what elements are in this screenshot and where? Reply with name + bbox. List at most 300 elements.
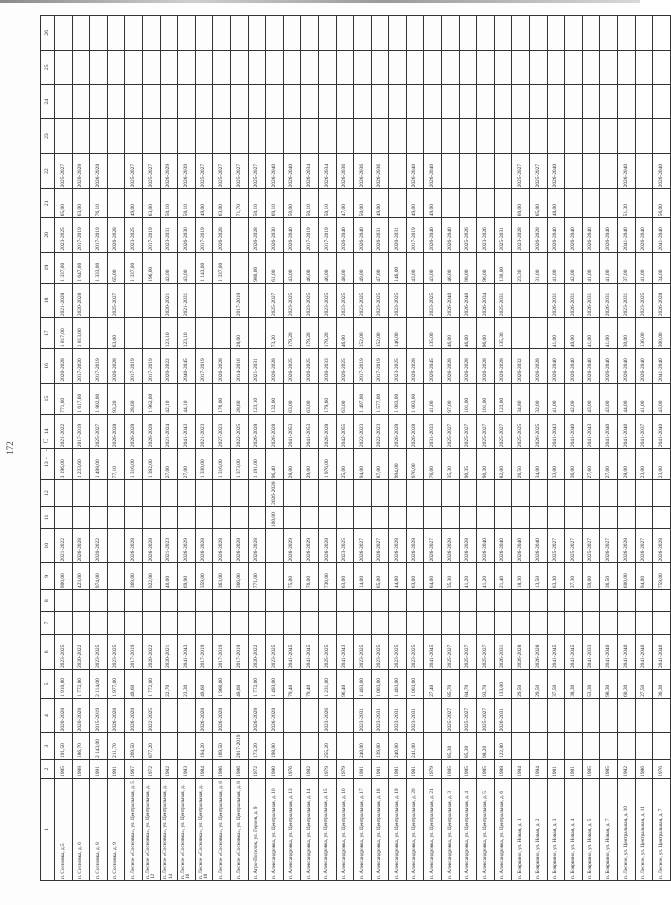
table-cell: 87,00	[371, 449, 389, 480]
table-cell	[336, 698, 354, 732]
column-number-row	[41, 16, 55, 881]
table-cell	[582, 590, 600, 612]
table-cell: 2021-2031	[178, 283, 196, 317]
table-cell	[107, 153, 125, 189]
table-cell: 2041-2040	[653, 218, 671, 252]
table-cell: 2041-2040	[618, 634, 636, 670]
table-cell	[530, 16, 548, 51]
table-cell	[494, 153, 512, 189]
table-cell: 1 772,00	[248, 670, 266, 699]
table-row	[406, 16, 424, 881]
table-cell: 60,00	[512, 189, 530, 218]
table-cell	[248, 318, 266, 349]
table-cell	[336, 733, 354, 760]
table-row	[107, 16, 125, 881]
table-cell	[72, 612, 90, 634]
table-cell	[459, 612, 477, 634]
table-cell: 50,10	[318, 189, 336, 218]
table-cell	[530, 590, 548, 612]
table-cell: 2041-2040	[653, 634, 671, 670]
table-cell: 41,00	[635, 252, 653, 283]
table-cell: 2023-2025	[55, 634, 73, 670]
table-cell: 1984	[195, 759, 213, 778]
table-cell	[230, 50, 248, 84]
table-cell	[107, 590, 125, 612]
table-cell: 255,20	[318, 733, 336, 760]
table-cell	[653, 612, 671, 634]
table-cell	[653, 590, 671, 612]
table-cell	[213, 119, 231, 153]
table-cell: 2025-2027	[266, 283, 284, 317]
table-cell	[547, 16, 565, 51]
table-cell: 2026-2028	[318, 414, 336, 448]
table-cell	[547, 612, 565, 634]
table-cell: 2026-2029	[301, 529, 319, 563]
table-cell: 1 316,00	[213, 449, 231, 480]
table-cell: 1 233,60	[72, 449, 90, 480]
address-cell: п. Лесное «Сосновка», ул. Центральная, д. 16	[178, 778, 196, 880]
table-cell: 2023-2025	[301, 283, 319, 317]
table-cell	[582, 50, 600, 84]
table-cell: 53,30	[582, 670, 600, 699]
table-cell: 98,20	[477, 733, 495, 760]
table-cell: 2023-2025	[125, 218, 143, 252]
table-cell	[600, 480, 618, 507]
table-cell	[618, 590, 636, 612]
table-cell: 2041-2040	[600, 634, 618, 670]
table-cell	[336, 16, 354, 51]
table-cell: 101,00	[477, 383, 495, 414]
table-cell	[195, 612, 213, 634]
table-cell: 2 143,00	[90, 733, 108, 760]
table-cell: 1980	[266, 759, 284, 778]
table-cell	[213, 318, 231, 349]
table-row	[125, 16, 143, 881]
table-cell	[107, 84, 125, 118]
table-cell	[107, 612, 125, 634]
table-cell: 50,00	[283, 189, 301, 218]
column-number: 4	[41, 698, 55, 732]
table-cell: 29,50	[512, 670, 530, 699]
table-cell: 2041-2045	[547, 634, 565, 670]
table-cell: 49,00	[195, 189, 213, 218]
table-cell	[230, 84, 248, 118]
table-cell	[459, 50, 477, 84]
table-cell: 2021-2023	[195, 414, 213, 448]
table-cell	[459, 480, 477, 507]
table-row	[142, 16, 160, 881]
table-cell: 2026-2028	[266, 698, 284, 732]
table-cell: 2026-2029	[160, 153, 178, 189]
table-cell: 29,00	[301, 449, 319, 480]
table-cell: 32,00	[530, 383, 548, 414]
table-cell	[653, 506, 671, 528]
table-cell: 73,20	[266, 318, 284, 349]
table-cell: 2026-2040	[406, 153, 424, 189]
table-cell	[530, 119, 548, 153]
table-row	[336, 16, 354, 881]
table-cell: 28,00	[230, 318, 248, 349]
table-row	[371, 16, 389, 881]
table-cell: 2017-2019	[371, 349, 389, 383]
table-cell: 2026-2029	[283, 529, 301, 563]
table-cell	[230, 16, 248, 51]
table-cell	[160, 84, 178, 118]
table-cell: 96,40	[266, 449, 284, 480]
table-cell	[442, 506, 460, 528]
table-row	[424, 16, 442, 881]
table-cell: 2025-2027	[477, 414, 495, 448]
table-cell: 176,00	[213, 383, 231, 414]
table-cell	[301, 16, 319, 51]
table-cell: 2041-2040	[653, 414, 671, 448]
table-cell	[618, 612, 636, 634]
table-row	[72, 16, 90, 881]
table-cell: 30,30	[653, 670, 671, 699]
table-cell: 25,00	[336, 449, 354, 480]
table-cell: 179,20	[318, 318, 336, 349]
table-cell: 34,00	[653, 252, 671, 283]
table-cell	[266, 612, 284, 634]
table-cell: 240,00	[354, 733, 372, 760]
table-cell: 1988	[72, 759, 90, 778]
table-cell: 1967	[125, 759, 143, 778]
table-cell: 2026-2028	[248, 414, 266, 448]
table-cell: 50,10	[160, 189, 178, 218]
table-cell	[547, 698, 565, 732]
table-cell: 76,10	[90, 189, 108, 218]
table-row	[582, 16, 600, 881]
table-cell: 2023-2025	[283, 283, 301, 317]
table-cell: 41,20	[459, 563, 477, 590]
table-cell: 2026-2031	[547, 283, 565, 317]
table-cell: 2023-2031	[160, 218, 178, 252]
table-cell: 43,00	[178, 252, 196, 283]
address-cell: п. Бояркино, ул. Новая, д. 1	[512, 778, 530, 880]
table-cell: 2025-2027	[195, 153, 213, 189]
table-row	[494, 16, 512, 881]
table-row	[213, 16, 231, 881]
table-cell: 35,30	[442, 449, 460, 480]
table-row	[318, 16, 336, 881]
table-cell: 26,50	[512, 449, 530, 480]
table-cell: 38,30	[565, 670, 583, 699]
table-cell: 2023-2031	[406, 698, 424, 732]
table-cell: 135,30	[494, 318, 512, 349]
table-cell: 44,00	[618, 383, 636, 414]
table-cell: 56,00	[653, 189, 671, 218]
table-cell: 59,00	[582, 563, 600, 590]
table-cell	[160, 119, 178, 153]
table-row	[90, 16, 108, 881]
table-cell: 2023-2025	[389, 349, 407, 383]
table-cell	[160, 698, 178, 732]
table-cell	[600, 733, 618, 760]
table-cell	[512, 119, 530, 153]
table-cell	[55, 119, 73, 153]
table-cell: 31,00	[530, 252, 548, 283]
table-cell	[582, 506, 600, 528]
table-cell	[336, 480, 354, 507]
table-cell	[318, 16, 336, 51]
table-cell	[301, 84, 319, 118]
table-cell	[477, 480, 495, 507]
table-cell: 2017-2019	[195, 634, 213, 670]
table-cell	[530, 733, 548, 760]
table-cell	[318, 84, 336, 118]
table-cell: 50,10	[178, 189, 196, 218]
table-cell: 900,00	[55, 563, 73, 590]
table-cell: 100,00	[266, 506, 284, 528]
table-cell: 28,00	[618, 449, 636, 480]
table-cell	[653, 84, 671, 118]
address-cell: п. Александровка, ул. Центральная, д. 21	[424, 778, 442, 880]
table-cell	[266, 50, 284, 84]
table-cell: 42,00	[565, 252, 583, 283]
table-cell: 2026-2040	[512, 529, 530, 563]
table-cell	[477, 189, 495, 218]
table-cell	[125, 50, 143, 84]
table-cell	[283, 612, 301, 634]
table-cell	[125, 16, 143, 51]
table-cell	[72, 506, 90, 528]
table-cell: 2020-2022	[142, 634, 160, 670]
table-cell	[142, 506, 160, 528]
table-cell	[618, 16, 636, 51]
table-cell	[600, 50, 618, 84]
table-cell: 1986	[635, 759, 653, 778]
table-cell	[406, 50, 424, 84]
table-cell	[494, 506, 512, 528]
table-cell	[600, 590, 618, 612]
table-cell	[477, 612, 495, 634]
table-cell: 2026-2032	[512, 349, 530, 383]
table-row	[565, 16, 583, 881]
table-cell: 41,00	[424, 383, 442, 414]
table-cell: 93,70	[477, 670, 495, 699]
table-cell: 82,00	[494, 449, 512, 480]
table-cell	[600, 612, 618, 634]
table-cell	[442, 119, 460, 153]
table-cell	[55, 16, 73, 51]
table-cell: 974,00	[90, 563, 108, 590]
table-cell	[530, 612, 548, 634]
table-cell	[125, 612, 143, 634]
table-cell	[565, 480, 583, 507]
table-cell: 27,60	[582, 449, 600, 480]
table-cell: 46,00	[318, 252, 336, 283]
table-cell: 1 231,00	[318, 670, 336, 699]
table-cell	[424, 50, 442, 84]
table-cell: 41,00	[547, 383, 565, 414]
table-cell: 122,80	[494, 733, 512, 760]
table-cell: 1 373,00	[230, 449, 248, 480]
table-cell: 2025-2027	[565, 529, 583, 563]
table-cell: 2017-2019	[230, 733, 248, 760]
table-cell	[547, 590, 565, 612]
table-cell: 1981	[406, 759, 424, 778]
table-cell: 146,00	[389, 318, 407, 349]
table-cell: 63,30	[547, 563, 565, 590]
table-cell: 2026-2040	[283, 153, 301, 189]
table-cell: 50,00	[354, 189, 372, 218]
table-cell: 63,00	[406, 563, 424, 590]
address-cell: п. Александровка, ул. Центральная, д. 15	[318, 778, 336, 880]
table-cell: 2041-2043	[336, 634, 354, 670]
table-cell	[72, 16, 90, 51]
address-cell: п. Лесное, ул. Центральная, д. 7	[653, 778, 671, 880]
table-cell: 2026-2028	[195, 529, 213, 563]
table-cell: 71,70	[230, 189, 248, 218]
table-cell: 50,10	[301, 189, 319, 218]
table-cell: 1985	[600, 759, 618, 778]
table-cell: 2017-2019	[90, 218, 108, 252]
table-cell: 2023-2025	[389, 634, 407, 670]
table-cell: 2026-2025	[283, 349, 301, 383]
table-cell: 2026-2028	[107, 414, 125, 448]
table-cell: 2041-2043	[582, 414, 600, 448]
table-row	[55, 16, 73, 881]
table-cell	[230, 218, 248, 252]
table-cell	[565, 698, 583, 732]
table-cell: 2041-2040	[618, 414, 636, 448]
table-cell: 123,10	[178, 318, 196, 349]
table-cell	[635, 16, 653, 51]
table-cell	[442, 84, 460, 118]
table-cell	[565, 153, 583, 189]
table-cell: 37,50	[547, 670, 565, 699]
table-cell: 2030-2033	[318, 349, 336, 383]
table-cell: 2025-2027	[442, 414, 460, 448]
table-cell	[142, 84, 160, 118]
address-cell: п. Бояркино, ул. Новая, д. 7	[600, 778, 618, 880]
table-cell	[195, 283, 213, 317]
table-cell	[107, 529, 125, 563]
table-cell: 2026-2028	[230, 529, 248, 563]
column-number: 11	[41, 506, 55, 528]
table-cell: 23,00	[635, 449, 653, 480]
table-cell: 2026-2031	[494, 634, 512, 670]
table-cell: 2026-2025	[530, 414, 548, 448]
table-cell: 2041-2045	[424, 634, 442, 670]
table-cell: 2026-2028	[266, 414, 284, 448]
table-cell	[371, 50, 389, 84]
table-cell	[582, 119, 600, 153]
address-cell: п. Александровка, ул. Центральная, д. 6	[494, 778, 512, 880]
table-cell	[195, 16, 213, 51]
table-cell: 2026-2040	[547, 153, 565, 189]
table-cell: 85,30	[459, 733, 477, 760]
table-cell: 49,60	[125, 670, 143, 699]
table-cell: 2041-2040	[635, 634, 653, 670]
table-cell: 2026-2040	[283, 218, 301, 252]
table-cell	[582, 612, 600, 634]
table-cell	[318, 506, 336, 528]
table-cell: 2020-2028	[72, 153, 90, 189]
table-cell	[142, 283, 160, 317]
table-cell	[389, 16, 407, 51]
table-cell: 1 813,00	[72, 318, 90, 349]
address-cell: п. Бояркино, ул. Новая, д. 5	[582, 778, 600, 880]
table-cell: 2042-2055	[336, 414, 354, 448]
table-cell: 43,00	[283, 252, 301, 283]
table-cell: 2026-2027	[635, 529, 653, 563]
table-cell	[406, 480, 424, 507]
table-cell: 48,00	[547, 189, 565, 218]
address-cell: п. Бояркино, ул. Новая, д. 2	[530, 778, 548, 880]
table-cell: 64,00	[424, 563, 442, 590]
table-cell: 179,20	[283, 318, 301, 349]
table-cell: 1976	[653, 759, 671, 778]
table-cell	[635, 153, 653, 189]
table-cell: 2026-2031	[565, 283, 583, 317]
address-cell: п. Александровка, ул. Центральная, д. 5	[477, 778, 495, 880]
address-cell: п. Александровка, ул. Центральная, д. 10	[266, 778, 284, 880]
table-row	[512, 16, 530, 881]
address-cell: п. Александровка, ул. Центральная, д. 17	[354, 778, 372, 880]
table-cell: 2026-2040	[477, 529, 495, 563]
table-cell	[477, 16, 495, 51]
table-cell	[494, 84, 512, 118]
table-cell: 2026-2028	[653, 529, 671, 563]
table-cell	[318, 480, 336, 507]
table-cell: 2017-2019	[318, 218, 336, 252]
table-cell: 1 143,00	[195, 252, 213, 283]
address-cell: п. Сосновка, д. 6	[72, 778, 90, 880]
table-cell	[653, 119, 671, 153]
table-cell	[424, 733, 442, 760]
column-number: 20	[41, 218, 55, 252]
table-cell	[459, 153, 477, 189]
table-cell: 37,00	[618, 252, 636, 283]
table-cell	[653, 698, 671, 732]
table-cell	[125, 506, 143, 528]
table-cell	[213, 506, 231, 528]
table-cell: 41,00	[547, 252, 565, 283]
table-cell: 2026-2040	[530, 529, 548, 563]
table-cell	[565, 612, 583, 634]
table-cell	[248, 283, 266, 317]
table-cell: 2025-2027	[90, 414, 108, 448]
table-cell	[160, 506, 178, 528]
table-cell	[477, 119, 495, 153]
table-cell	[283, 480, 301, 507]
address-cell: п. Александровка, ул. Центральная, д. 4	[459, 778, 477, 880]
table-row	[230, 16, 248, 881]
table-cell	[424, 119, 442, 153]
table-cell: 90,30	[477, 449, 495, 480]
table-cell	[283, 16, 301, 51]
table-cell	[389, 590, 407, 612]
table-cell	[90, 50, 108, 84]
table-cell	[248, 16, 266, 51]
table-cell	[389, 480, 407, 507]
table-cell: 2023-2025	[107, 634, 125, 670]
table-cell: 2021-2022	[55, 529, 73, 563]
table-cell: 300,00	[653, 318, 671, 349]
table-cell: 1 647,00	[72, 252, 90, 283]
column-number: 13	[41, 449, 55, 480]
table-row	[635, 16, 653, 881]
table-cell: 198,00	[266, 733, 284, 760]
table-cell: 2026-2028	[266, 480, 284, 507]
table-cell: 2020-2031	[389, 218, 407, 252]
table-cell	[283, 119, 301, 153]
table-cell	[565, 189, 583, 218]
table-cell: 2026-2034	[318, 153, 336, 189]
table-cell	[301, 698, 319, 732]
table-cell: 1982	[618, 759, 636, 778]
